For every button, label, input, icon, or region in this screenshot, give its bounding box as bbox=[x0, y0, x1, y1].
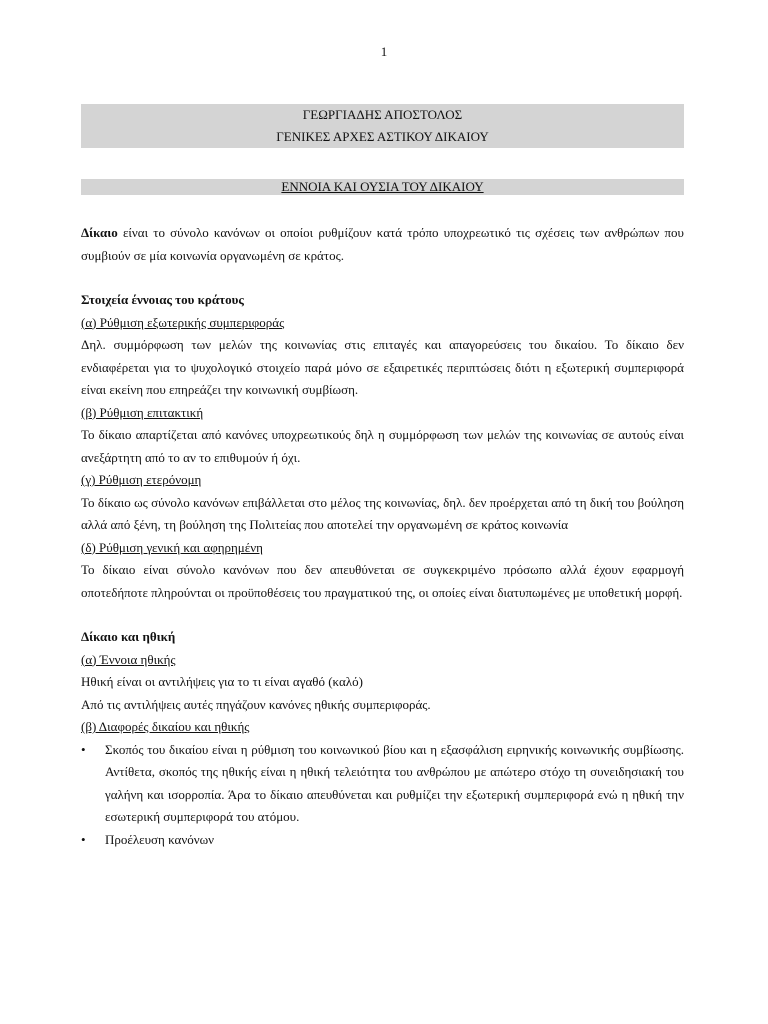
ethics-subheading-a: (α) Έννοια ηθικής bbox=[81, 651, 176, 667]
list-item bbox=[81, 829, 684, 852]
ethics-subheading-b: (β) Διαφορές δικαίου και ηθικής bbox=[81, 719, 250, 734]
definition-paragraph bbox=[81, 222, 684, 267]
paragraph-d: Το δίκαιο είναι σύνολο κανόνων που δεν απευθύνεται σε συγκεκριμένο πρόσωπο αλλά έχουν εφαρμογή οποτεδήποτε πληρούνται οι προϋποθέσεις του πραγματικού της, οι οποίες είναι διατυπωμένες με υποθετική μορφή. bbox=[81, 562, 684, 600]
list-item-text: Προέλευση κανόνων bbox=[105, 831, 215, 847]
subheading-c: (γ) Ρύθμιση ετερόνομη bbox=[81, 472, 202, 487]
ethics-line-1: Ηθική είναι οι αντιλήψεις για το τι είναι αγαθό (καλό) bbox=[81, 674, 363, 689]
subheading-a: (α) Ρύθμιση εξωτερικής συμπεριφοράς bbox=[81, 314, 285, 330]
ethics-line-2: Από τις αντιλήψεις αυτές πηγάζουν κανόνες ηθικής συμπεριφοράς. bbox=[81, 696, 431, 712]
paragraph-c: Το δίκαιο ως σύνολο κανόνων επιβάλλεται στο μέλος της κοινωνίας, δηλ. δεν προέρχεται από τη δική του βούληση αλλά από ξένη, τη βούληση της Πολιτείας που αποτελεί την οργανωμένη σε κράτος κοινωνία bbox=[81, 494, 684, 532]
list-item bbox=[81, 739, 684, 829]
differences-list bbox=[81, 739, 684, 852]
definition-text: είναι το σύνολο κανόνων οι οποίοι ρυθμίζουν κατά τρόπο υποχρεωτικό τις σχέσεις των ανθρώπων που συμβιούν σε μία κοινωνία οργανωμένη σε κράτος. bbox=[81, 225, 684, 263]
author-name: ΓΕΩΡΓΙΑΔΗΣ ΑΠΟΣΤΟΛΟΣ bbox=[302, 107, 463, 122]
title-band bbox=[81, 104, 684, 148]
book-title: ΓΕΝΙΚΕΣ ΑΡΧΕΣ ΑΣΤΙΚΟΥ ΔΙΚΑΙΟΥ bbox=[276, 129, 489, 144]
list-item-text: Σκοπός του δικαίου είναι η ρύθμιση του κοινωνικού βίου και η εξασφάλιση ειρηνικής κοινωνικής συμβίωσης. Αντίθετα, σκοπός της ηθικής είναι η ηθική τελειότητα του ανθρώπου με απώτερο στόχο τη συνειδησιακή του γαλήνη και ισορροπία. Άρα το δίκαιο απευθύνεται και ρυθμίζει την εξωτερική συμπεριφορά ενώ η ηθική την εσωτερική συμπεριφορά του ατόμου. bbox=[105, 741, 684, 824]
paragraph-a: Δηλ. συμμόρφωση των μελών της κοινωνίας στις επιταγές και απαγορεύσεις του δικαίου. Το δίκαιο δεν ενδιαφέρεται για το ψυχολογικό στοιχείο παρά μόνο σε εξαιρετικές περιπτώσεις διότι η εξωτερική συμπεριφορά είναι εκείνη που επηρεάζει την κοινωνική συμβίωση. bbox=[81, 337, 684, 397]
state-elements-heading: Στοιχεία έννοιας του κράτους bbox=[81, 292, 244, 307]
section-title: ΕΝΝΟΙΑ ΚΑΙ ΟΥΣΙΑ ΤΟΥ ΔΙΚΑΙΟΥ bbox=[81, 179, 684, 195]
document-body bbox=[81, 222, 684, 851]
bullet-icon: • bbox=[81, 741, 86, 757]
ethics-heading: Δίκαιο και ηθική bbox=[81, 629, 176, 644]
spacer bbox=[81, 267, 684, 289]
paragraph-b: Το δίκαιο απαρτίζεται από κανόνες υποχρεωτικούς δηλ η συμμόρφωση των μελών της κοινωνίας σε αυτούς είναι ανεξάρτητη από το αν το επιθυμούν ή όχι. bbox=[81, 427, 684, 465]
subheading-b: (β) Ρύθμιση επιτακτική bbox=[81, 404, 204, 420]
subheading-d: (δ) Ρύθμιση γενική και αφηρημένη bbox=[81, 539, 263, 555]
spacer bbox=[81, 604, 684, 626]
bullet-icon: • bbox=[81, 831, 86, 847]
definition-term: Δίκαιο bbox=[81, 225, 118, 240]
page-number: 1 bbox=[380, 44, 388, 59]
